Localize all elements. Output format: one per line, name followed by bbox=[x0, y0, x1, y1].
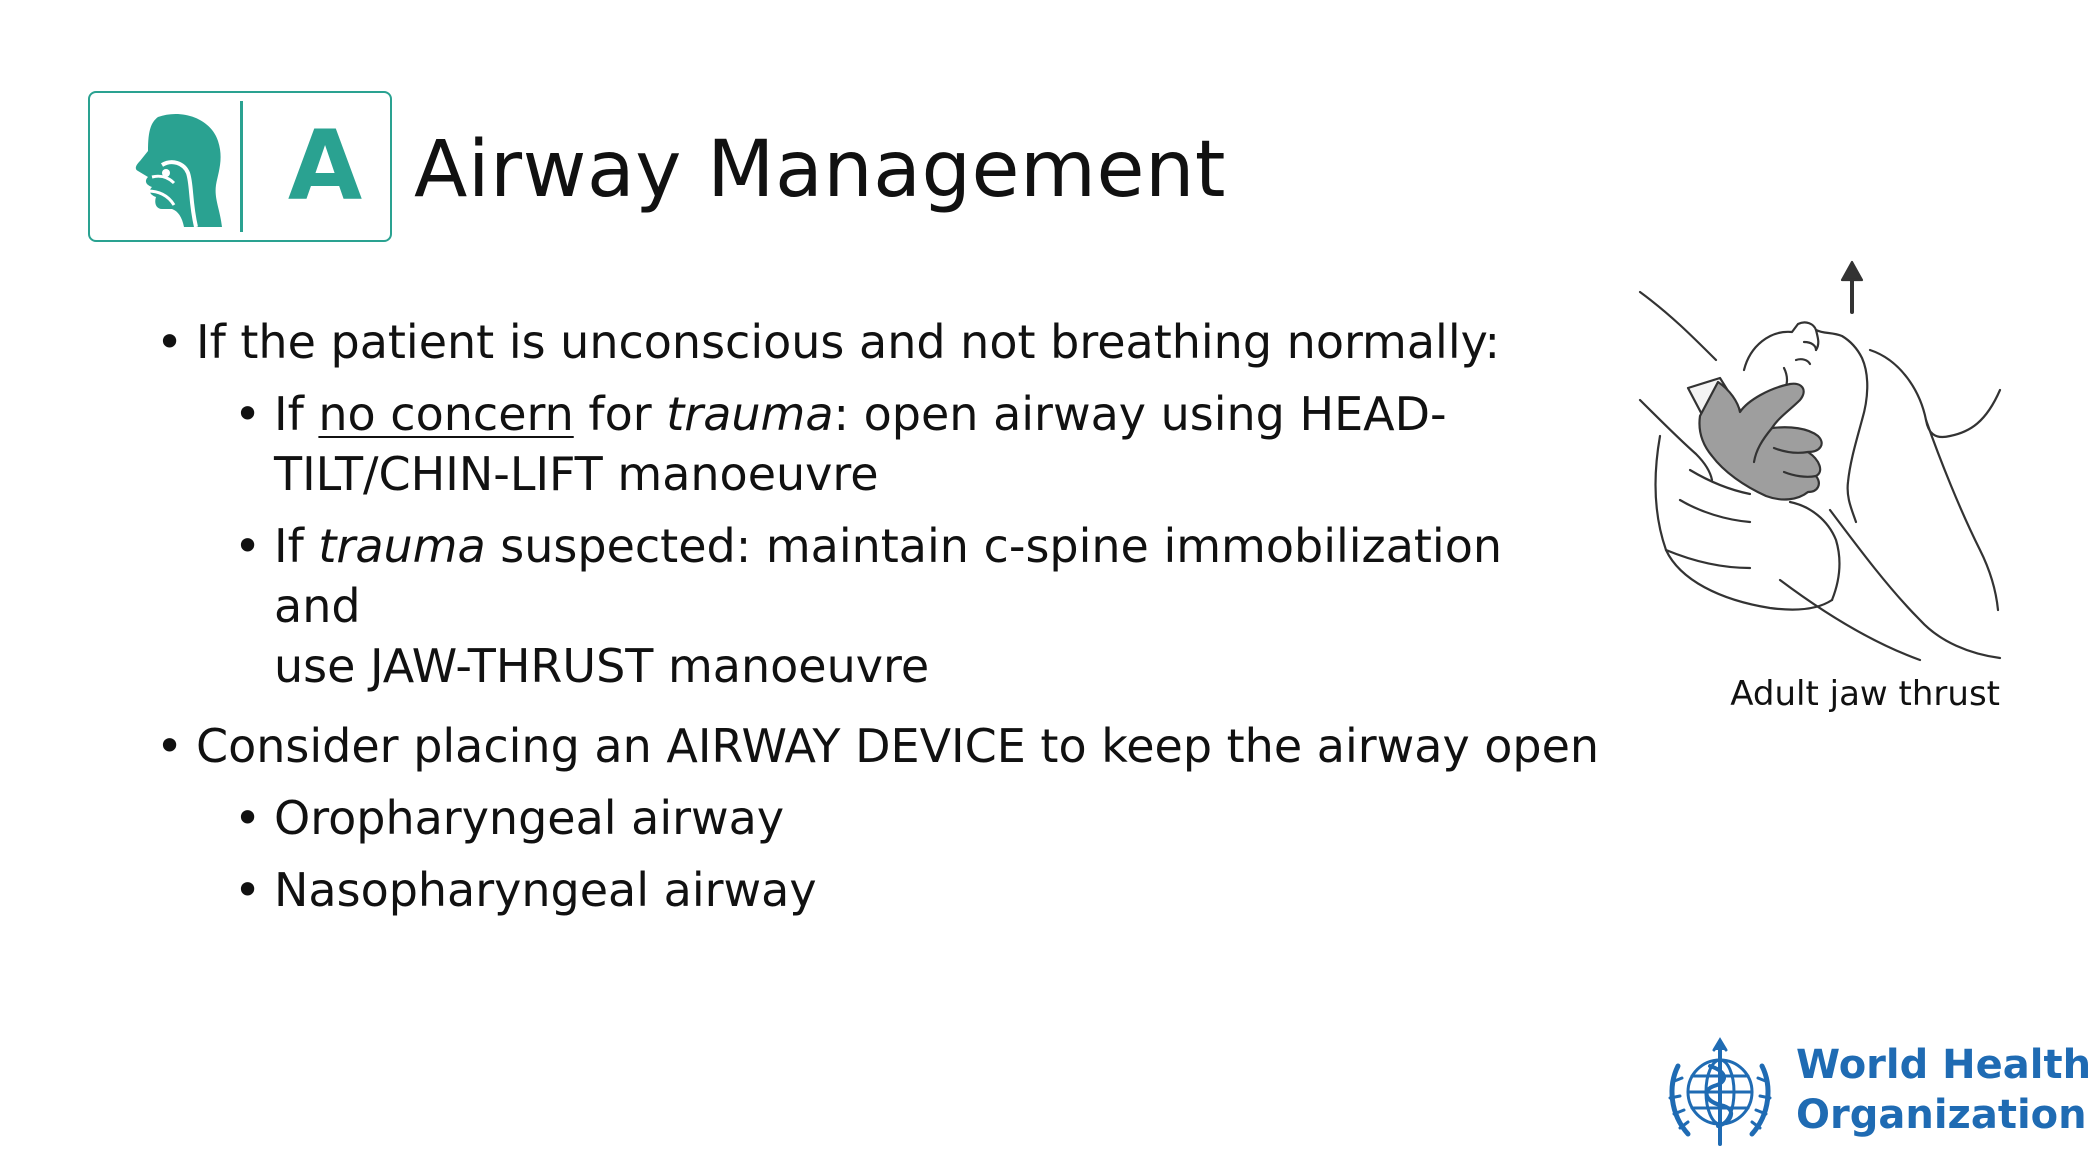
bullet-list bbox=[150, 312, 1600, 920]
text-segment: suspected: maintain c-spine immobilization and bbox=[274, 519, 1502, 633]
bullet-text: Nasopharyngeal airway bbox=[274, 863, 817, 917]
figure-caption: Adult jaw thrust bbox=[1730, 674, 2000, 714]
bullet-text: Oropharyngeal airway bbox=[274, 791, 785, 845]
page-title: Airway Management bbox=[414, 125, 1226, 215]
jaw-thrust-illustration bbox=[1620, 250, 2010, 670]
badge-divider bbox=[240, 101, 243, 232]
text-segment: If bbox=[274, 519, 319, 573]
who-wordmark bbox=[1796, 1040, 2091, 1140]
italic-text: trauma bbox=[318, 519, 486, 573]
bullet-airway-device bbox=[150, 716, 1600, 776]
underlined-text: no concern bbox=[318, 387, 574, 441]
who-logo bbox=[1658, 1036, 2091, 1148]
sub-bullet-no-trauma bbox=[150, 384, 1600, 504]
who-line2: Organization bbox=[1796, 1092, 2087, 1138]
italic-text: trauma bbox=[666, 387, 834, 441]
text-segment: : open airway using HEAD- bbox=[833, 387, 1447, 441]
sub-bullet-trauma bbox=[150, 516, 1600, 696]
text-segment: If bbox=[274, 387, 319, 441]
sub-bullet-nasopharyngeal bbox=[150, 860, 1600, 920]
section-badge bbox=[88, 91, 392, 242]
text-segment: for bbox=[573, 387, 667, 441]
badge-letter: A bbox=[287, 110, 363, 222]
bullet-text: Consider placing an AIRWAY DEVICE to keep the airway open bbox=[196, 719, 1600, 773]
bullet-unconscious bbox=[150, 312, 1600, 372]
text-segment: TILT/CHIN-LIFT manoeuvre bbox=[274, 447, 879, 501]
who-emblem-icon bbox=[1658, 1036, 1782, 1148]
who-line1: World Health bbox=[1796, 1042, 2091, 1088]
bullet-text: If the patient is unconscious and not breathing normally: bbox=[196, 315, 1500, 369]
text-segment: use JAW-THRUST manoeuvre bbox=[274, 639, 930, 693]
sub-bullet-oropharyngeal bbox=[150, 788, 1600, 848]
airway-head-icon bbox=[118, 111, 226, 229]
